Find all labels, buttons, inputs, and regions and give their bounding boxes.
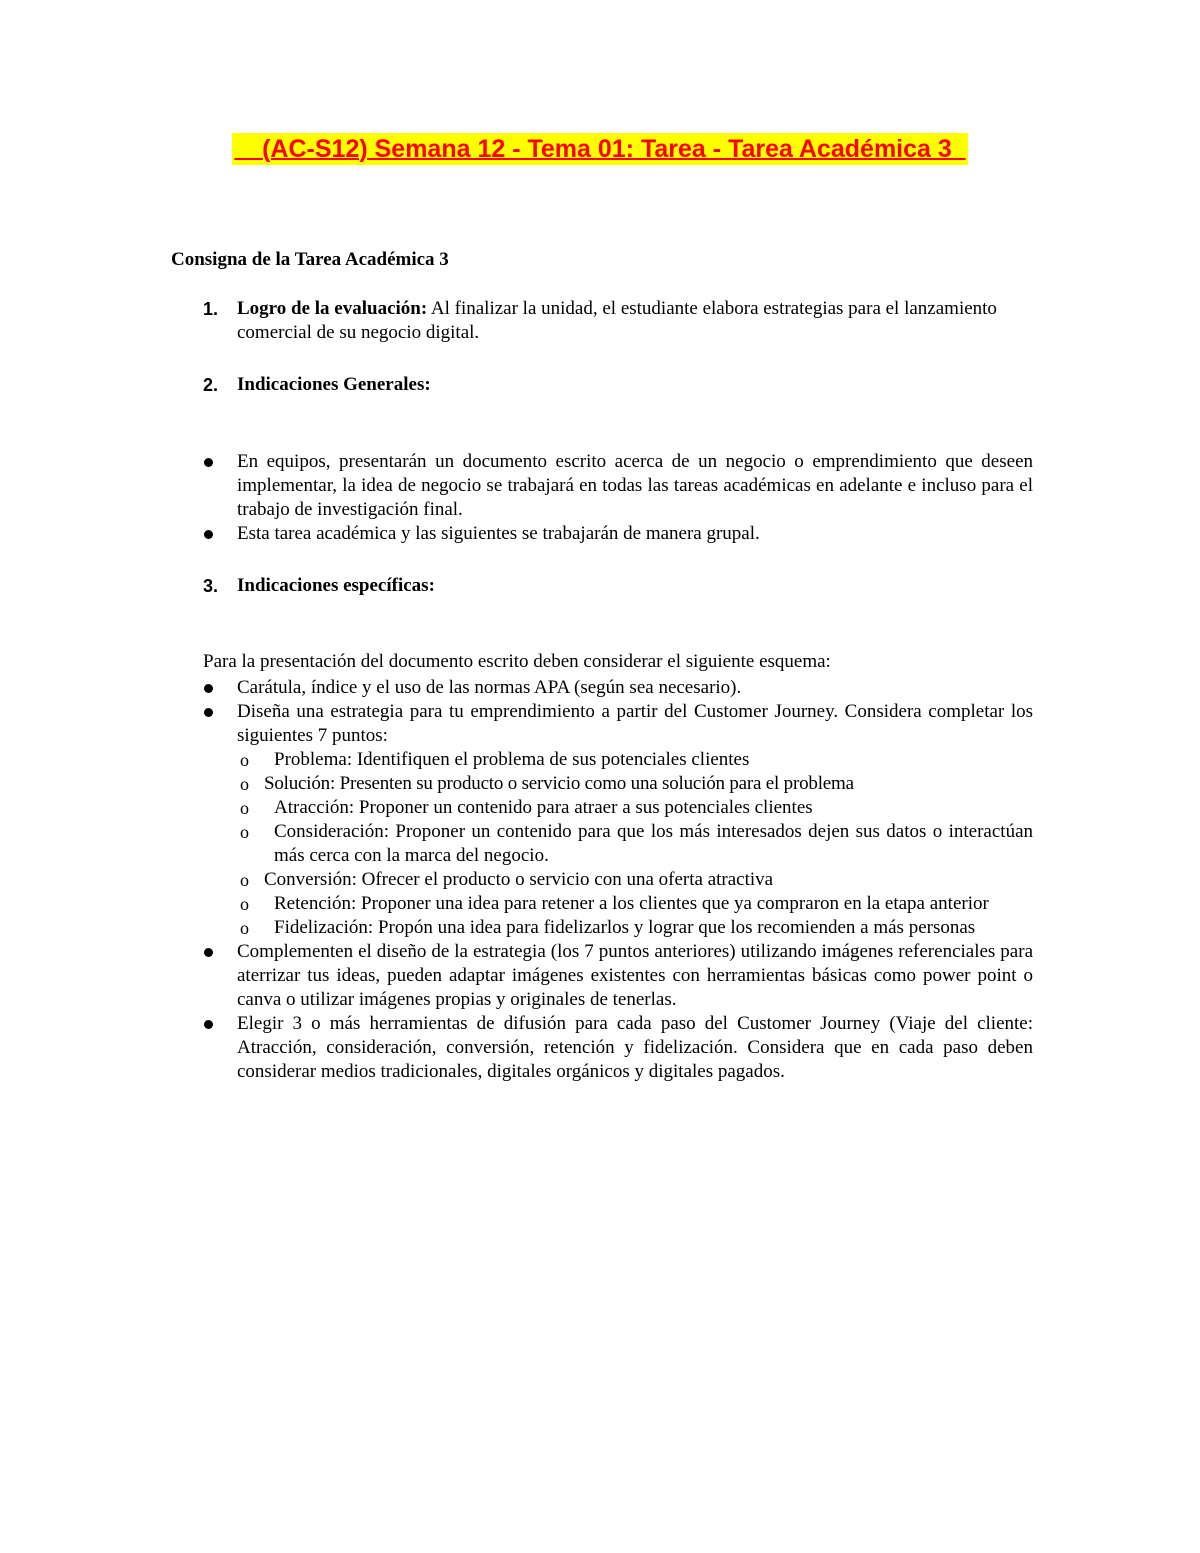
list-item-text: Elegir 3 o más herramientas de difusión para cada paso del Customer Journey (Viaje del cliente: Atracción, consideración, conversión, retención y fidelización. Considera que en cada paso deben considerar medios tradicionales, digitales orgánicos y digitales pagados. (237, 1013, 1033, 1082)
bullet-icon (204, 530, 213, 539)
section-3 (203, 574, 1033, 598)
list-item (203, 522, 1033, 546)
bullet-icon (204, 458, 213, 467)
circle-marker-icon: o (240, 894, 249, 914)
section-3-number: 3. (203, 576, 219, 596)
list-item-text: Diseña una estrategia para tu emprendimiento a partir del Customer Journey. Considera completar los siguientes 7 puntos: (237, 701, 1033, 746)
section-1-number: 1. (203, 299, 219, 319)
circle-marker-icon: o (240, 774, 249, 794)
section-2-number: 2. (203, 375, 219, 395)
list-item (203, 700, 1033, 940)
section-2 (203, 373, 1033, 397)
section-3-body (237, 574, 1033, 598)
sublist-item-text: Retención: Proponer una idea para retener a los clientes que ya compraron en la etapa anterior (274, 893, 989, 914)
sublist-item-text: Problema: Identifiquen el problema de sus potenciales clientes (274, 749, 750, 770)
sublist-item-text: Fidelización: Propón una idea para fidelizarlos y lograr que los recomienden a más personas (274, 917, 976, 938)
circle-marker-icon: o (240, 798, 249, 818)
section-3-intro: Para la presentación del documento escrito deben considerar el siguiente esquema: (203, 651, 831, 672)
list-item-text: Carátula, índice y el uso de las normas APA (según sea necesario). (237, 677, 742, 698)
list-item-text: Complementen el diseño de la estrategia (los 7 puntos anteriores) utilizando imágenes referenciales para aterrizar tus ideas, pueden adaptar imágenes existentes con herramientas básicas como power point o canva o utilizar imágenes propias y originales de tenerlas. (237, 941, 1033, 1010)
list-item-text: Esta tarea académica y las siguientes se trabajarán de manera grupal. (237, 523, 760, 544)
bullet-icon (204, 684, 213, 693)
sublist-item (203, 820, 1033, 868)
document-title: (AC-S12) Semana 12 - Tema 01: Tarea - Tarea Académica 3 (234, 135, 966, 163)
sublist-item (203, 772, 1033, 796)
customer-journey-sublist (203, 748, 1033, 940)
bullet-icon (204, 1020, 213, 1029)
sublist-item (203, 748, 1033, 772)
section-2-label: Indicaciones Generales: (237, 374, 431, 395)
list-item (203, 1012, 1033, 1084)
sublist-item-text: Solución: Presenten su producto o servicio como una solución para el problema (264, 773, 854, 794)
assignment-heading: Consigna de la Tarea Académica 3 (171, 249, 449, 270)
section-3-label: Indicaciones específicas: (237, 575, 435, 596)
list-item (203, 450, 1033, 522)
sublist-item (203, 892, 1033, 916)
circle-marker-icon: o (240, 822, 249, 842)
section-1-text: Al finalizar la unidad, el estudiante elabora estrategias para el lanzamiento comercial de su negocio digital. (237, 298, 997, 343)
bullet-icon (204, 708, 213, 717)
sublist-item-text: Atracción: Proponer un contenido para atraer a sus potenciales clientes (274, 797, 813, 818)
circle-marker-icon: o (240, 750, 249, 770)
list-item (203, 676, 1033, 700)
specific-indications-list (203, 676, 1033, 1084)
circle-marker-icon: o (240, 918, 249, 938)
circle-marker-icon: o (240, 870, 249, 890)
section-1-label: Logro de la evaluación: (237, 298, 428, 319)
bullet-icon (204, 948, 213, 957)
list-item (203, 940, 1033, 1012)
title-block (0, 133, 1200, 165)
list-item-text: En equipos, presentarán un documento escrito acerca de un negocio o emprendimiento que deseen implementar, la idea de negocio se trabajará en todas las tareas académicas en adelante e incluso para el trabajo de investigación final. (237, 451, 1033, 520)
sublist-item-text: Conversión: Ofrecer el producto o servicio con una oferta atractiva (264, 869, 774, 890)
section-2-body (237, 373, 1033, 397)
sublist-item (203, 868, 1033, 892)
general-indications-list (203, 450, 1033, 546)
sublist-item-text: Consideración: Proponer un contenido para que los más interesados dejen sus datos o interactúan más cerca con la marca del negocio. (274, 821, 1033, 866)
section-1 (203, 297, 1033, 345)
section-1-body (237, 297, 1033, 345)
sublist-item (203, 796, 1033, 820)
sublist-item (203, 916, 1033, 940)
